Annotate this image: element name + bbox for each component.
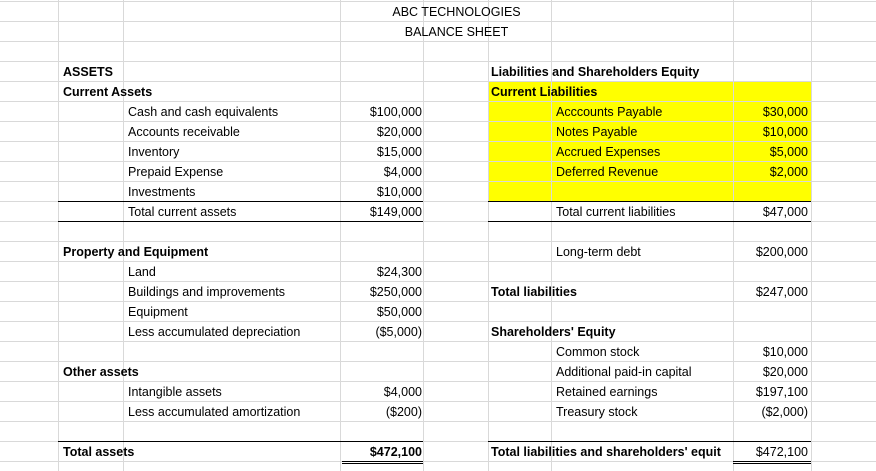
long-term-debt-value[interactable]: $200,000	[755, 245, 808, 259]
liability-value-payable[interactable]: $30,000	[762, 105, 808, 119]
assets-heading[interactable]: ASSETS	[63, 65, 114, 79]
liability-label-notes[interactable]: Notes Payable	[556, 125, 638, 139]
equity-label-treasury-stock[interactable]: Treasury stock	[556, 405, 638, 419]
company-name[interactable]: ABC TECHNOLOGIES	[392, 5, 521, 19]
asset-value-prepaid[interactable]: $4,000	[383, 165, 422, 179]
liability-label-payable[interactable]: Acccounts Payable	[556, 105, 663, 119]
total-current-liabilities-label[interactable]: Total current liabilities	[556, 205, 676, 219]
equity-value-common-stock[interactable]: $10,000	[762, 345, 808, 359]
grand-total-label[interactable]: Total liabilities and shareholders' equit	[491, 445, 721, 459]
asset-label-investments[interactable]: Investments	[128, 185, 196, 199]
property-heading[interactable]: Property and Equipment	[63, 245, 209, 259]
property-label-buildings[interactable]: Buildings and improvements	[128, 285, 286, 299]
total-current-assets-value[interactable]: $149,000	[369, 205, 422, 219]
asset-value-inventory[interactable]: $15,000	[376, 145, 422, 159]
current-assets-heading[interactable]: Current Assets	[63, 85, 153, 99]
property-value-depreciation[interactable]: ($5,000)	[375, 325, 422, 339]
total-assets-double-underline-2	[342, 463, 423, 464]
asset-label-receivable[interactable]: Accounts receivable	[128, 125, 240, 139]
liability-value-deferred[interactable]: $2,000	[769, 165, 808, 179]
equity-value-treasury-stock[interactable]: ($2,000)	[761, 405, 808, 419]
grand-total-double-underline-1	[733, 461, 811, 462]
other-value-intangible[interactable]: $4,000	[383, 385, 422, 399]
total-current-liabilities-value[interactable]: $47,000	[762, 205, 808, 219]
equity-label-retained-earnings[interactable]: Retained earnings	[556, 385, 658, 399]
liability-value-accrued[interactable]: $5,000	[769, 145, 808, 159]
equity-value-paid-in-capital[interactable]: $20,000	[762, 365, 808, 379]
asset-label-cash[interactable]: Cash and cash equivalents	[128, 105, 279, 119]
total-assets-double-underline-1	[342, 461, 423, 462]
total-assets-value[interactable]: $472,100	[369, 445, 422, 459]
sheet-title[interactable]: BALANCE SHEET	[404, 25, 509, 39]
liability-label-deferred[interactable]: Deferred Revenue	[556, 165, 659, 179]
other-label-amortization[interactable]: Less accumulated amortization	[128, 405, 301, 419]
total-current-assets-label[interactable]: Total current assets	[128, 205, 237, 219]
liability-label-accrued[interactable]: Accrued Expenses	[556, 145, 661, 159]
property-value-buildings[interactable]: $250,000	[369, 285, 422, 299]
asset-value-investments[interactable]: $10,000	[376, 185, 422, 199]
other-value-amortization[interactable]: ($200)	[385, 405, 422, 419]
equity-value-retained-earnings[interactable]: $197,100	[755, 385, 808, 399]
total-current-liabilities-bottom-border	[488, 221, 811, 222]
other-label-intangible[interactable]: Intangible assets	[128, 385, 222, 399]
liabilities-heading[interactable]: Liabilities and Shareholders Equity	[491, 65, 700, 79]
grand-total-value[interactable]: $472,100	[755, 445, 808, 459]
other-assets-heading[interactable]: Other assets	[63, 365, 139, 379]
grand-total-double-underline-2	[733, 463, 811, 464]
long-term-debt-label[interactable]: Long-term debt	[556, 245, 641, 259]
asset-label-prepaid[interactable]: Prepaid Expense	[128, 165, 224, 179]
asset-value-receivable[interactable]: $20,000	[376, 125, 422, 139]
property-label-depreciation[interactable]: Less accumulated depreciation	[128, 325, 301, 339]
asset-value-cash[interactable]: $100,000	[369, 105, 422, 119]
total-liabilities-label[interactable]: Total liabilities	[491, 285, 577, 299]
asset-label-inventory[interactable]: Inventory	[128, 145, 180, 159]
equity-label-common-stock[interactable]: Common stock	[556, 345, 640, 359]
total-assets-label[interactable]: Total assets	[63, 445, 135, 459]
total-current-assets-bottom-border	[58, 221, 423, 222]
liability-value-notes[interactable]: $10,000	[762, 125, 808, 139]
total-liabilities-value[interactable]: $247,000	[755, 285, 808, 299]
equity-heading[interactable]: Shareholders' Equity	[491, 325, 616, 339]
current-liabilities-heading[interactable]: Current Liabilities	[491, 85, 598, 99]
property-label-land[interactable]: Land	[128, 265, 156, 279]
property-value-land[interactable]: $24,300	[376, 265, 422, 279]
equity-label-paid-in-capital[interactable]: Additional paid-in capital	[556, 365, 692, 379]
property-label-equipment[interactable]: Equipment	[128, 305, 188, 319]
property-value-equipment[interactable]: $50,000	[376, 305, 422, 319]
